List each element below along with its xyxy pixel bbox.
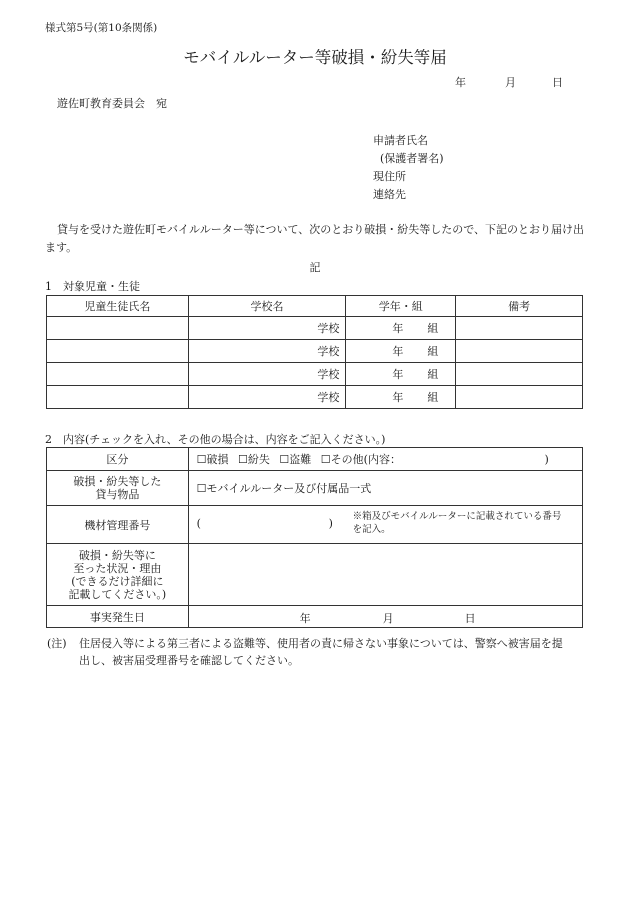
table-row (47, 317, 583, 340)
school-cell[interactable] (188, 363, 346, 386)
header-grade-class: 学年・組 (346, 296, 456, 317)
occurrence-year-label: 年 (299, 612, 311, 625)
class-label: 組 (427, 322, 439, 335)
occurrence-month-label: 月 (382, 612, 394, 625)
school-suffix: 学校 (317, 368, 340, 381)
school-suffix: 学校 (317, 345, 340, 358)
reason-label: 破損・紛失等に 至った状況・理由 (できるだけ詳細に 記載してください。) (47, 544, 189, 606)
school-suffix: 学校 (317, 391, 340, 404)
date-year-label: 年 (455, 76, 466, 89)
closing-paren: ) (544, 453, 549, 466)
current-address-label: 現住所 (373, 170, 406, 183)
checkbox-damage[interactable]: ☐破損 (196, 453, 229, 466)
details-table (46, 447, 583, 628)
school-cell[interactable] (188, 386, 346, 409)
body-paragraph: 貸与を受けた遊佐町モバイルルーター等について、次のとおり破損・紛失等したので、下記のとおり届け出ます。 (45, 223, 585, 254)
occurrence-date-cell[interactable] (188, 606, 582, 628)
section2-title: 2 内容(チェックを入れ、その他の場合は、内容をご記入ください。) (45, 433, 386, 446)
note-line-1: 住居侵入等による第三者による盗難等、使用者の責に帰さない事象については、警察へ被害届を提 (79, 637, 563, 650)
grade-label: 年 (392, 391, 404, 404)
grade-label: 年 (392, 368, 404, 381)
grade-class-cell[interactable] (346, 386, 456, 409)
students-table (46, 295, 583, 409)
checkbox-theft[interactable]: ☐盗難 (279, 453, 312, 466)
header-school-name: 学校名 (188, 296, 346, 317)
category-label: 区分 (47, 448, 189, 471)
grade-class-cell[interactable] (346, 340, 456, 363)
class-label: 組 (427, 368, 439, 381)
guardian-signature-label: (保護者署名) (380, 152, 444, 165)
checkbox-other[interactable]: ☐その他(内容： (320, 453, 401, 466)
form-number-label: 様式第5号(第10条関係) (45, 22, 158, 34)
addressee: 遊佐町教育委員会 宛 (57, 97, 167, 110)
remarks-cell[interactable] (456, 340, 583, 363)
date-day-label: 日 (552, 76, 563, 89)
note-mark: (注) (47, 637, 67, 650)
category-options (188, 448, 582, 471)
school-cell[interactable] (188, 317, 346, 340)
student-name-cell[interactable] (47, 363, 189, 386)
reason-input[interactable] (188, 544, 582, 606)
item-checkbox[interactable]: ☐モバイルルーター及び付属品一式 (196, 482, 372, 495)
remarks-cell[interactable] (456, 386, 583, 409)
student-name-cell[interactable] (47, 386, 189, 409)
grade-label: 年 (392, 345, 404, 358)
header-student-name: 児童生徒氏名 (47, 296, 189, 317)
student-name-cell[interactable] (47, 317, 189, 340)
note-line-2: 出し、被害届受理番号を確認してください。 (79, 654, 299, 667)
serial-open-paren: ( (196, 517, 201, 530)
student-name-cell[interactable] (47, 340, 189, 363)
grade-class-cell[interactable] (346, 363, 456, 386)
school-cell[interactable] (188, 340, 346, 363)
header-remarks: 備考 (456, 296, 583, 317)
school-suffix: 学校 (317, 322, 340, 335)
item-label: 破損・紛失等した 貸与物品 (47, 471, 189, 506)
table-row (47, 363, 583, 386)
remarks-cell[interactable] (456, 317, 583, 340)
serial-label: 機材管理番号 (47, 506, 189, 544)
table-row (47, 340, 583, 363)
occurrence-date-label: 事実発生日 (47, 606, 189, 628)
remarks-cell[interactable] (456, 363, 583, 386)
grade-label: 年 (392, 322, 404, 335)
page-title: モバイルルーター等破損・紛失等届 (183, 48, 447, 67)
serial-cell[interactable] (188, 506, 582, 544)
ki-heading: 記 (309, 261, 321, 274)
date-month-label: 月 (505, 76, 516, 89)
serial-close-paren: ) (328, 517, 333, 530)
contact-label: 連絡先 (373, 188, 406, 201)
occurrence-day-label: 日 (464, 612, 476, 625)
applicant-name-label: 申請者氏名 (373, 134, 428, 147)
serial-note: ※箱及びモバイルルーターに記載されている番号 を記入。 (352, 511, 562, 535)
class-label: 組 (427, 391, 439, 404)
item-cell (188, 471, 582, 506)
grade-class-cell[interactable] (346, 317, 456, 340)
section1-title: 1 対象児童・生徒 (45, 280, 140, 293)
checkbox-loss[interactable]: ☐紛失 (238, 453, 270, 466)
table-row (47, 386, 583, 409)
class-label: 組 (427, 345, 439, 358)
